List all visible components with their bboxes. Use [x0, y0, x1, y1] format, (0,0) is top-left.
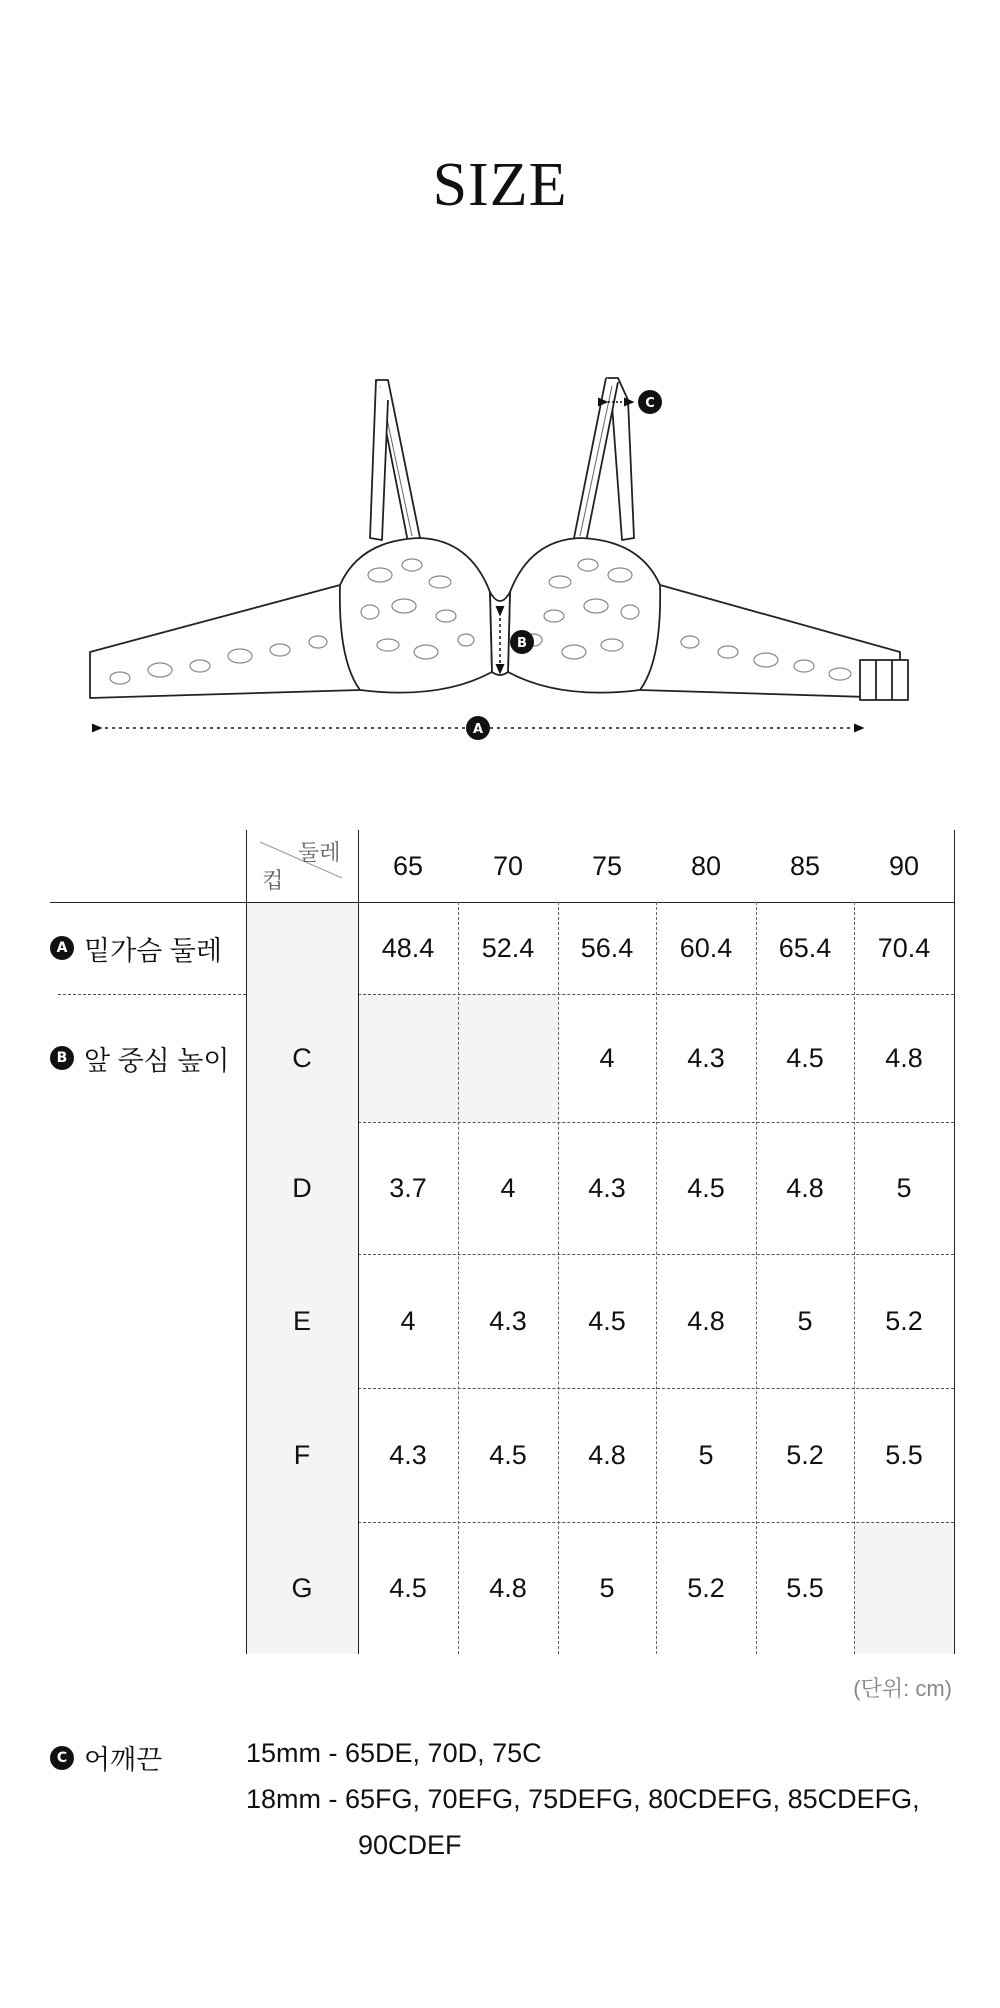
table-cell: 3.7	[389, 1172, 427, 1203]
table-cell: 52.4	[481, 932, 535, 963]
table-cell: 4.8	[885, 1042, 923, 1073]
table-cell: 5.2	[687, 1572, 725, 1603]
table-cell	[358, 994, 458, 1122]
table-cell: 4.5	[489, 1439, 527, 1470]
table-cell: 4.8	[588, 1439, 626, 1470]
center-front-row-label	[50, 994, 229, 1122]
cup-label: E	[292, 1305, 311, 1336]
table-cell: 4	[500, 1172, 516, 1203]
table-cell	[458, 994, 558, 1122]
svg-text:B: B	[517, 636, 527, 651]
svg-text:A: A	[472, 722, 484, 737]
underbust-label: 밑가슴 둘레	[84, 935, 222, 966]
header-cup-label: 컵	[262, 868, 284, 893]
bra-line-drawing-icon	[0, 360, 1000, 760]
table-cell: 5.5	[786, 1572, 824, 1603]
svg-text:C: C	[645, 396, 655, 411]
page-title: SIZE	[432, 151, 568, 219]
table-cell: 4	[599, 1042, 615, 1073]
strap-label: 어깨끈	[84, 1745, 163, 1775]
center-front-label: 앞 중심 높이	[84, 1045, 230, 1076]
table-cell: 4.3	[687, 1042, 725, 1073]
table-cell: 56.4	[580, 932, 634, 963]
band-size-header: 70	[492, 850, 524, 881]
table-cell: 4.3	[588, 1172, 626, 1203]
table-cell: 4.5	[786, 1042, 824, 1073]
badge-a-icon: A	[50, 936, 74, 960]
table-cell: 5.2	[885, 1305, 923, 1336]
table-cell: 4.8	[786, 1172, 824, 1203]
table-right-border	[954, 830, 955, 1654]
header-band-label: 둘레	[298, 840, 341, 865]
strap-line-18mm-cont: 90CDEF	[358, 1830, 462, 1860]
table-cell: 4	[400, 1305, 416, 1336]
band-size-header: 85	[789, 850, 821, 881]
table-cell: 5	[797, 1305, 813, 1336]
table-cell: 5	[698, 1439, 714, 1470]
badge-b-icon: B	[50, 1046, 74, 1070]
table-cell: 4.3	[489, 1305, 527, 1336]
band-size-header: 90	[888, 850, 920, 881]
table-cell: 4.5	[389, 1572, 427, 1603]
cup-label: C	[292, 1042, 312, 1073]
strap-line-18mm: 18mm - 65FG, 70EFG, 75DEFG, 80CDEFG, 85CDEFG,	[246, 1784, 920, 1814]
unit-note: (단위: cm)	[853, 1676, 952, 1701]
table-cell: 48.4	[381, 932, 435, 963]
table-cell: 4.8	[687, 1305, 725, 1336]
band-size-header: 65	[392, 850, 424, 881]
band-size-header: 80	[690, 850, 722, 881]
table-cell: 4.3	[389, 1439, 427, 1470]
table-cell	[854, 1522, 954, 1654]
underbust-row-label	[50, 902, 222, 994]
table-cell: 5.5	[885, 1439, 923, 1470]
bra-diagram	[0, 360, 1000, 760]
band-size-header: 75	[591, 850, 623, 881]
table-cell: 5.2	[786, 1439, 824, 1470]
strap-row-label	[50, 1738, 162, 1777]
size-table	[50, 830, 954, 1654]
table-cell: 5	[896, 1172, 912, 1203]
table-cell: 70.4	[877, 932, 931, 963]
table-cell: 4.5	[687, 1172, 725, 1203]
strap-line-15mm: 15mm - 65DE, 70D, 75C	[246, 1738, 542, 1768]
table-cell: 5	[599, 1572, 615, 1603]
table-cell: 65.4	[778, 932, 832, 963]
table-cell: 60.4	[679, 932, 733, 963]
badge-c-icon: C	[50, 1746, 74, 1770]
strap-widths	[246, 1730, 966, 1868]
table-cell: 4.8	[489, 1572, 527, 1603]
table-cell: 4.5	[588, 1305, 626, 1336]
cup-label: D	[292, 1172, 312, 1203]
cup-label: F	[293, 1439, 311, 1470]
cup-label: G	[291, 1572, 313, 1603]
